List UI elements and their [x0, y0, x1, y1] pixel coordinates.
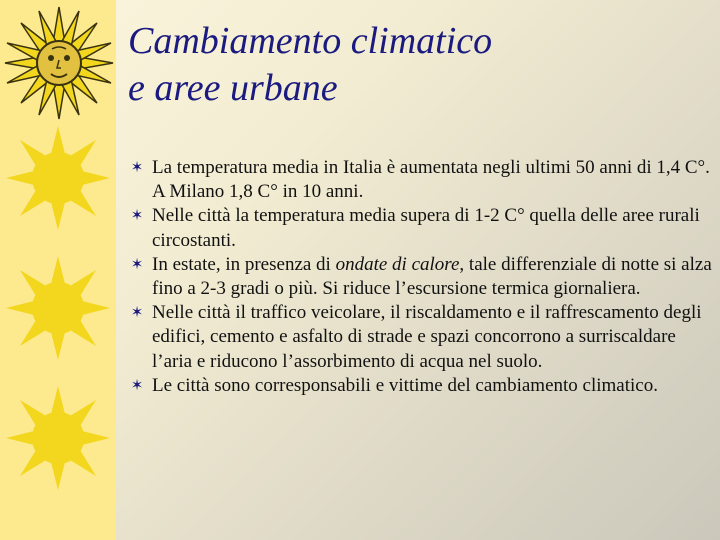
asterisk-star-icon: ✶ — [130, 256, 144, 273]
bullet-item — [128, 301, 713, 374]
bullet-text: La temperatura media in Italia è aumentata negli ultimi 50 anni di 1,4 C°. A Milano 1,8 C° in 10 anni. — [152, 157, 710, 203]
sun-icon — [6, 386, 110, 490]
bullet-list — [128, 156, 713, 398]
slide-title-line-2: e aree urbane — [128, 67, 338, 109]
sun-icon — [6, 256, 110, 360]
bullet-item — [128, 156, 713, 204]
bullet-text-before: In estate, in presenza di — [152, 253, 336, 275]
bullet-item — [128, 204, 713, 252]
asterisk-star-icon: ✶ — [130, 305, 144, 322]
bullet-text-after: , tale differenziale di notte si alza fino a 2-3 gradi o più. Si riduce l’escursione termica giornaliera. — [152, 253, 712, 300]
bullet-text: Nelle città il traffico veicolare, il riscaldamento e il raffrescamento degli edifici, cemento e asfalto di strade e spazi concorrono a surriscaldare l’aria e riducono l’assorbimento di acqua nel suolo. — [152, 302, 702, 372]
bullet-text — [152, 254, 712, 299]
bullet-item — [128, 253, 713, 301]
slide-title-line-1: Cambiamento climatico — [128, 20, 493, 62]
sun-icon — [6, 126, 110, 230]
sun-face-icon — [4, 4, 114, 122]
bullet-item — [128, 374, 713, 398]
emphasis-text: ondate di calore — [335, 253, 460, 275]
asterisk-star-icon: ✶ — [130, 208, 144, 225]
asterisk-star-icon: ✶ — [130, 160, 144, 176]
asterisk-star-icon: ✶ — [130, 377, 144, 394]
slide-title — [128, 18, 688, 112]
bullet-text: Nelle città la temperatura media supera di 1-2 C° quella delle aree rurali circostanti. — [152, 205, 700, 251]
bullet-text: Le città sono corresponsabili e vittime del cambiamento climatico. — [152, 374, 658, 396]
